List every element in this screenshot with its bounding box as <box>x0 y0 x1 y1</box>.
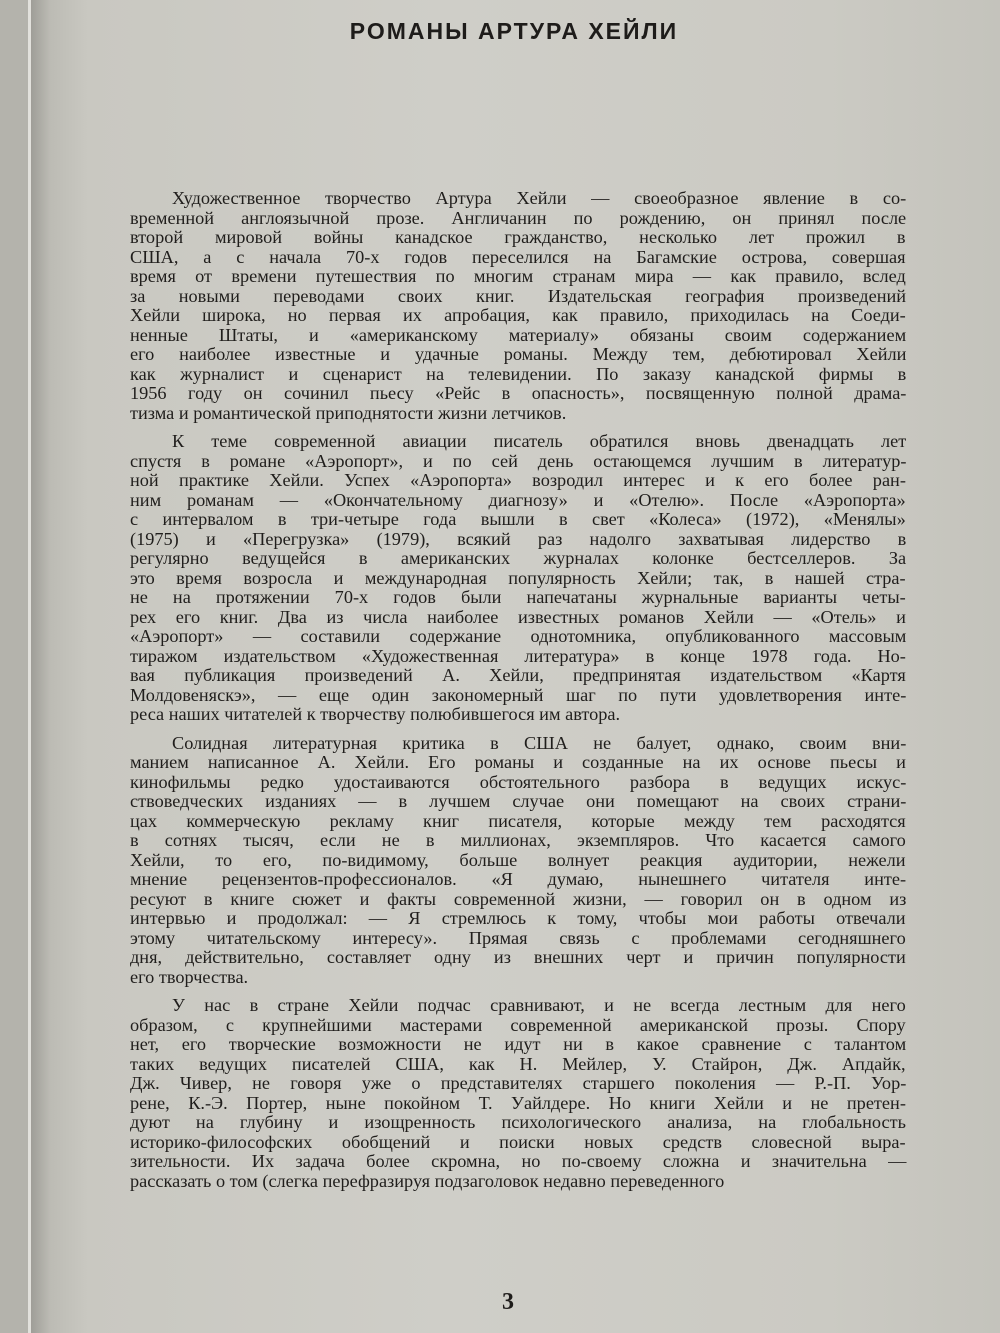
text-line: Дж. Чивер, не говоря уже о представителях старшего поколения — Р.-П. Уор- <box>130 1073 907 1093</box>
text-line: зительности. Их задача более скромна, но по-своему сложна и значительна — <box>130 1151 907 1171</box>
text-line: дня, действительно, составляет одну из внешних черт и причин популярности <box>130 947 906 967</box>
text-line: Хейли широка, но первая их апробация, как правило, приходилась на Соеди- <box>130 305 906 325</box>
text-line: как журналист и сценарист на телевидении. По заказу канадской фирмы в <box>130 363 907 384</box>
text-line: этому читательскому интересу». Прямая связь с проблемами сегодняшнего <box>130 927 906 948</box>
text-line: ним романам — «Окончательному диагнозу» и «Отелю». После «Аэропорта» <box>130 489 906 510</box>
text-line: в сотнях тысяч, если не в миллионах, экземпляров. Что касается самого <box>130 830 906 850</box>
text-line: рех его книг. Два из числа наиболее известных романов Хейли — «Отель» и <box>130 606 906 627</box>
text-line: Солидная литературная критика в США не балует, однако, своим вни- <box>172 732 907 753</box>
page-edge <box>28 0 31 1333</box>
text-line: нет, его творческие возможности не идут ни в какое сравнение с талантом <box>130 1034 907 1054</box>
text-line: рене, К.-Э. Портер, ныне покойном Т. Уайлдере. Но книги Хейли и не претен- <box>130 1092 906 1113</box>
text-line: дуют на глубину и изощренность психологического анализа, на глобальность <box>130 1112 906 1132</box>
text-line: это время возросла и международная популярность Хейли; так, в нашей стра- <box>130 567 906 588</box>
text-line: США, а с начала 70-х годов переселился на Багамские острова, совершая <box>130 246 906 267</box>
paragraph <box>130 734 906 988</box>
text-line: его творчества. <box>130 966 249 987</box>
text-line: цах коммерческую рекламу книг писателя, которые между тем расходятся <box>130 810 906 831</box>
text-line: кинофильмы редко удостаиваются обстоятельного разбора в ведущих искус- <box>130 771 907 792</box>
text-line: вая публикация произведений А. Хейли, предпринятая издательством «Картя <box>130 665 906 685</box>
text-line: Молдовеняскэ», — еще один закономерный шаг по пути удовлетворения инте- <box>130 684 907 705</box>
paragraph <box>130 189 906 423</box>
book-page <box>28 0 1000 1333</box>
text-line: Художественное творчество Артура Хейли — своеобразное явление в со- <box>172 188 907 208</box>
text-line: манием написанное А. Хейли. Его романы и созданные на их основе пьесы и <box>130 752 906 772</box>
text-line: его наиболее известные и удачные романы. Между тем, дебютировал Хейли <box>130 344 907 364</box>
text-line: ненные Штаты, и «американскому материалу» обязаны своим содержанием <box>130 324 907 345</box>
text-line: У нас в стране Хейли подчас сравнивают, и не всегда лестным для него <box>172 995 906 1015</box>
text-line: мнение рецензентов-профессионалов. «Я думаю, нынешнего читателя инте- <box>130 869 907 889</box>
paragraph <box>130 996 906 1191</box>
text-line: образом, с крупнейшими мастерами современной американской прозы. Спору <box>130 1014 906 1035</box>
paragraph <box>130 432 906 725</box>
text-line: тиражом издательством «Художественная литература» в конце 1978 года. Но- <box>130 645 906 666</box>
text-line: ной практике Хейли. Успех «Аэропорта» возродил интерес и к его более ран- <box>130 470 906 490</box>
text-line: второй мировой войны канадское гражданство, несколько лет прожил в <box>130 227 906 247</box>
text-line: ресуют в книге сюжет и факты современной жизни, — говорил он в одном из <box>130 888 907 909</box>
text-line: таких ведущих писателей США, как Н. Мейлер, У. Стайрон, Дж. Апдайк, <box>130 1053 906 1074</box>
text-line: ствоведческих изданиях — в лучшем случае они помещают на своих страни- <box>130 791 907 811</box>
text-line: за новыми переводами своих книг. Издательская география произведений <box>130 285 907 306</box>
text-line: 1956 году он сочинил пьесу «Рейс в опасность», посвященную полной драма- <box>130 383 907 403</box>
page-number: 3 <box>502 1289 514 1315</box>
text-line: «Аэропорт» — составили содержание однотомника, опубликованного массовым <box>130 626 907 646</box>
body-text <box>130 189 906 1200</box>
text-line: интервью и продолжал: — Я стремлюсь к тому, чтобы мои работы отвечали <box>130 908 906 928</box>
text-line: Хейли, то его, по-видимому, больше волнует реакция аудитории, нежели <box>130 849 906 870</box>
text-line: не на протяжении 70-х годов были напечатаны журнальные варианты четы- <box>130 587 906 607</box>
text-line: (1975) и «Перегрузка» (1979), всякий раз надолго захватывая лидерство в <box>130 528 907 549</box>
text-line: временной англоязычной прозе. Англичанин по рождению, он принял после <box>130 207 907 228</box>
text-line: спустя в романе «Аэропорт», и по сей день остающемся лучшим в литератур- <box>130 450 907 471</box>
running-header: РОМАНЫ АРТУРА ХЕЙЛИ <box>349 18 679 44</box>
text-line: рассказать о том (слегка перефразируя подзаголовок недавно переведенного <box>130 1170 725 1191</box>
text-line: время от времени путешествия по многим странам мира — как правило, вслед <box>130 266 906 286</box>
text-line: с интервалом в три-четыре года вышли в свет «Колеса» (1972), «Менялы» <box>130 509 906 529</box>
text-line: тизма и романтической приподнятости жизни летчиков. <box>130 402 567 423</box>
text-line: реса наших читателей к творчеству полюбившегося им автора. <box>130 704 621 724</box>
text-line: К теме современной авиации писатель обратился вновь двенадцать лет <box>172 431 907 451</box>
text-line: регулярно ведущейся в американских журналах колонке бестселлеров. За <box>130 548 907 568</box>
text-line: историко-философских обобщений и поиски новых средств словесной выра- <box>130 1131 906 1152</box>
